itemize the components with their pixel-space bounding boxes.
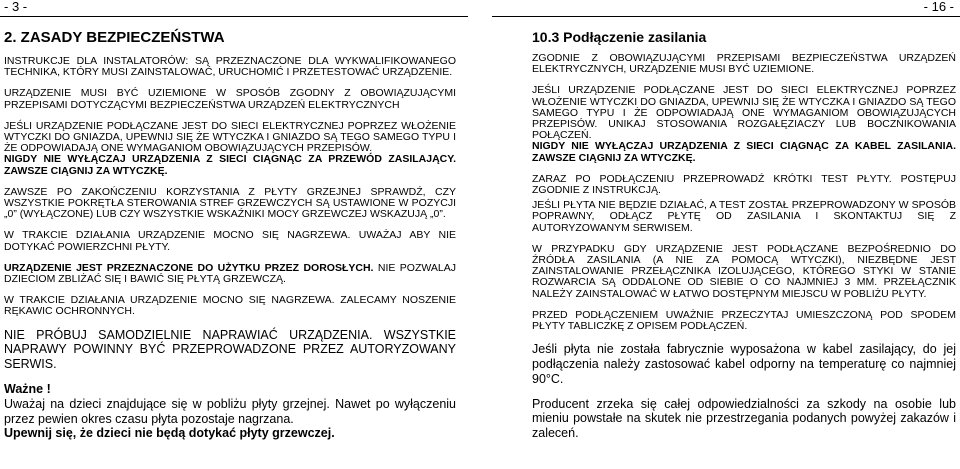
grounding-paragraph-right: ZGODNIE Z OBOWIĄZUJĄCYMI PRZEPISAMI BEZPIECZEŃSTWA URZĄDZEŃ ELEKTRYCZNYCH, URZĄDZENIE MUSI BYĆ UZIEMIONE. [532,52,956,76]
subsection-title: 10.3 Podłączenie zasilania [532,29,707,45]
right-header-rule [492,16,960,17]
plug-paragraph [4,121,456,177]
left-header-rule [0,16,468,17]
adults-warning: URZĄDZENIE JEST PRZEZNACZONE DO UŻYTKU PRZEZ DOROSŁYCH. [4,261,374,274]
important-title: Ważne ! [4,382,51,397]
adults-text: NIE POZWALAJ DZIECIOM ZBLIŻAĆ SIĘ I BAWIĆ SIĘ PŁYTĄ GRZEWCZĄ. [4,261,456,286]
service-paragraph: JEŚLI PŁYTA NIE BĘDZIE DZIAŁAĆ, A TEST ZOSTAŁ PRZEPROWADZONY W SPOSÓB POPRAWNY, ODŁĄCZ PŁYTĘ OD ZASILANIA I SKONTAKTUJ SIĘ Z AUTORYZOWANYM SERWISEM. [532,199,956,234]
isolating-switch-paragraph: W PRZYPADKU GDY URZĄDZENIE JEST PODŁĄCZANE BEZPOŚREDNIO DO ŹRÓDŁA ZASILANIA (A NIE ZA POMOCĄ WTYCZKI), NIEZBĘDNE JEST ZAINSTALOWANIE PRZEŁĄCZNIKA IZOLUJĄCEGO, KTÓREGO STYKI W STANIE ROZWARCIA SĄ ODDALONE OD SIEBIE O CO NAJMNIEJ 3 MM. PRZEŁĄCZNIK NALEŻY ZAINSTALOWAĆ W ŁATWO DOSTĘPNYM MIEJSCU W POBLIŻU PŁYTY. [532,242,956,300]
section-title: 2. ZASADY BEZPIECZEŃSTWA [4,29,225,46]
plug-warning-right: NIGDY NIE WYŁĄCZAJ URZĄDZENIA Z SIECI CIĄGNĄC ZA KABEL ZASILANIA. ZAWSZE CIĄGNIJ ZA WTYCZKĘ. [532,140,956,164]
right-column [532,23,956,441]
grounding-paragraph: URZĄDZENIE MUSI BYĆ UZIEMIONE W SPOSÓB ZGODNY Z OBOWIĄZUJĄCYMI PRZEPISAMI DOTYCZĄCYMI BEZPIECZEŃSTWA URZĄDZEŃ ELEKTRYCZNYCH [4,87,456,111]
adults-paragraph [4,263,456,285]
left-page-number: - 3 - [4,0,28,14]
gloves-paragraph: W TRAKCIE DZIAŁANIA URZĄDZENIE MOCNO SIĘ NAGRZEWA. ZALECAMY NOSZENIE RĘKAWIC OCHRONNYCH. [4,294,456,318]
hot-surface-paragraph: W TRAKCIE DZIAŁANIA URZĄDZENIE MOCNO SIĘ NAGRZEWA. UWAŻAJ ABY NIE DOTYKAĆ POWIERZCHNI PŁYTY. [4,229,456,253]
installer-instructions: INSTRUKCJE DLA INSTALATORÓW: SĄ PRZEZNACZONE DLA WYKWALIFIKOWANEGO TECHNIKA, KTÓRY MUSI ZAINSTALOWAĆ, URUCHOMIĆ I PRZETESTOWAĆ URZĄDZENIE. [4,55,456,79]
important-warning: Upewnij się, że dzieci nie będą dotykać płyty grzewczej. [4,426,335,441]
knobs-paragraph: ZAWSZE PO ZAKOŃCZENIU KORZYSTANIA Z PŁYTY GRZEJNEJ SPRAWDŹ, CZY WSZYSTKIE POKRĘTŁA STEROWANIA STREF GRZEWCZYCH SĄ USTAWIONE W POZYCJI „0” (WYŁĄCZONE) LUB CZY WSZYSTKIE WSKAŹNIKI MOCY GRZEWCZEJ WSKAZUJĄ „0”. [4,185,456,221]
important-text: Uważaj na dzieci znajdujące się w pobliżu płyty grzejnej. Nawet po wyłączeniu przez pewien okres czasu płyta pozostaje nagrzana. [4,396,456,426]
repair-paragraph: NIE PRÓBUJ SAMODZIELNIE NAPRAWIAĆ URZĄDZENIA. WSZYSTKIE NAPRAWY POWINNY BYĆ PRZEPROWADZONE PRZEZ AUTORYZOWANY SERWIS. [4,327,456,372]
important-paragraph [4,382,456,441]
plug-text-right: JEŚLI URZĄDZENIE PODŁĄCZANE JEST DO SIECI ELEKTRYCZNEJ POPRZEZ WŁOŻENIE WTYCZKI DO GNIAZDA, UPEWNIJ SIĘ ŻE WTYCZKA I GNIAZDO SĄ TEGO SAMEGO TYPU I ŻE ODPOWIADAJĄ ONE WYMAGANIOM OBOWIĄZUJĄCYCH PRZEPISÓW. UNIKAJ STOSOWANIA ROZGAŁĘZIACZY LUB BOCZNIKOWANIA POŁĄCZEŃ. [532,84,956,142]
rating-plate-paragraph: PRZED PODŁĄCZENIEM UWAŻNIE PRZECZYTAJ UMIESZCZONĄ POD SPODEM PŁYTY TABLICZKĘ Z OPISEM PODŁĄCZEŃ. [532,308,956,333]
test-paragraph: ZARAZ PO PODŁĄCZENIU PRZEPROWADŹ KRÓTKI TEST PŁYTY. POSTĘPUJ ZGODNIE Z INSTRUKCJĄ. [532,172,956,197]
plug-warning: NIGDY NIE WYŁĄCZAJ URZĄDZENIA Z SIECI CIĄGNĄC ZA PRZEWÓD ZASILAJĄCY. ZAWSZE CIĄGNIJ ZA WTYCZKĘ. [4,153,456,177]
left-column [4,23,456,441]
liability-paragraph: Producent zrzeka się całej odpowiedzialności za szkody na osobie lub mieniu powstałe na skutek nie przestrzegania podanych powyżej zakazów i zaleceń. [532,396,956,441]
right-page-number: - 16 - [923,0,954,14]
cable-paragraph: Jeśli płyta nie została fabrycznie wyposażona w kabel zasilający, do jej podłączenia należy zastosować kabel odporny na temperaturę co najmniej 90°C. [532,342,956,386]
plug-paragraph-right [532,85,956,163]
plug-text: JEŚLI URZĄDZENIE PODŁĄCZANE JEST DO SIECI ELEKTRYCZNEJ POPRZEZ WŁOŻENIE WTYCZKI DO GNIAZDA, UPEWNIJ SIĘ ŻE WTYCZKA I GNIAZDO SĄ TEGO SAMEGO TYPU I ŻE ODPOWIADAJĄ ONE WYMAGANIOM OBOWIĄZUJĄCYCH PRZEPISÓW. [4,119,456,155]
